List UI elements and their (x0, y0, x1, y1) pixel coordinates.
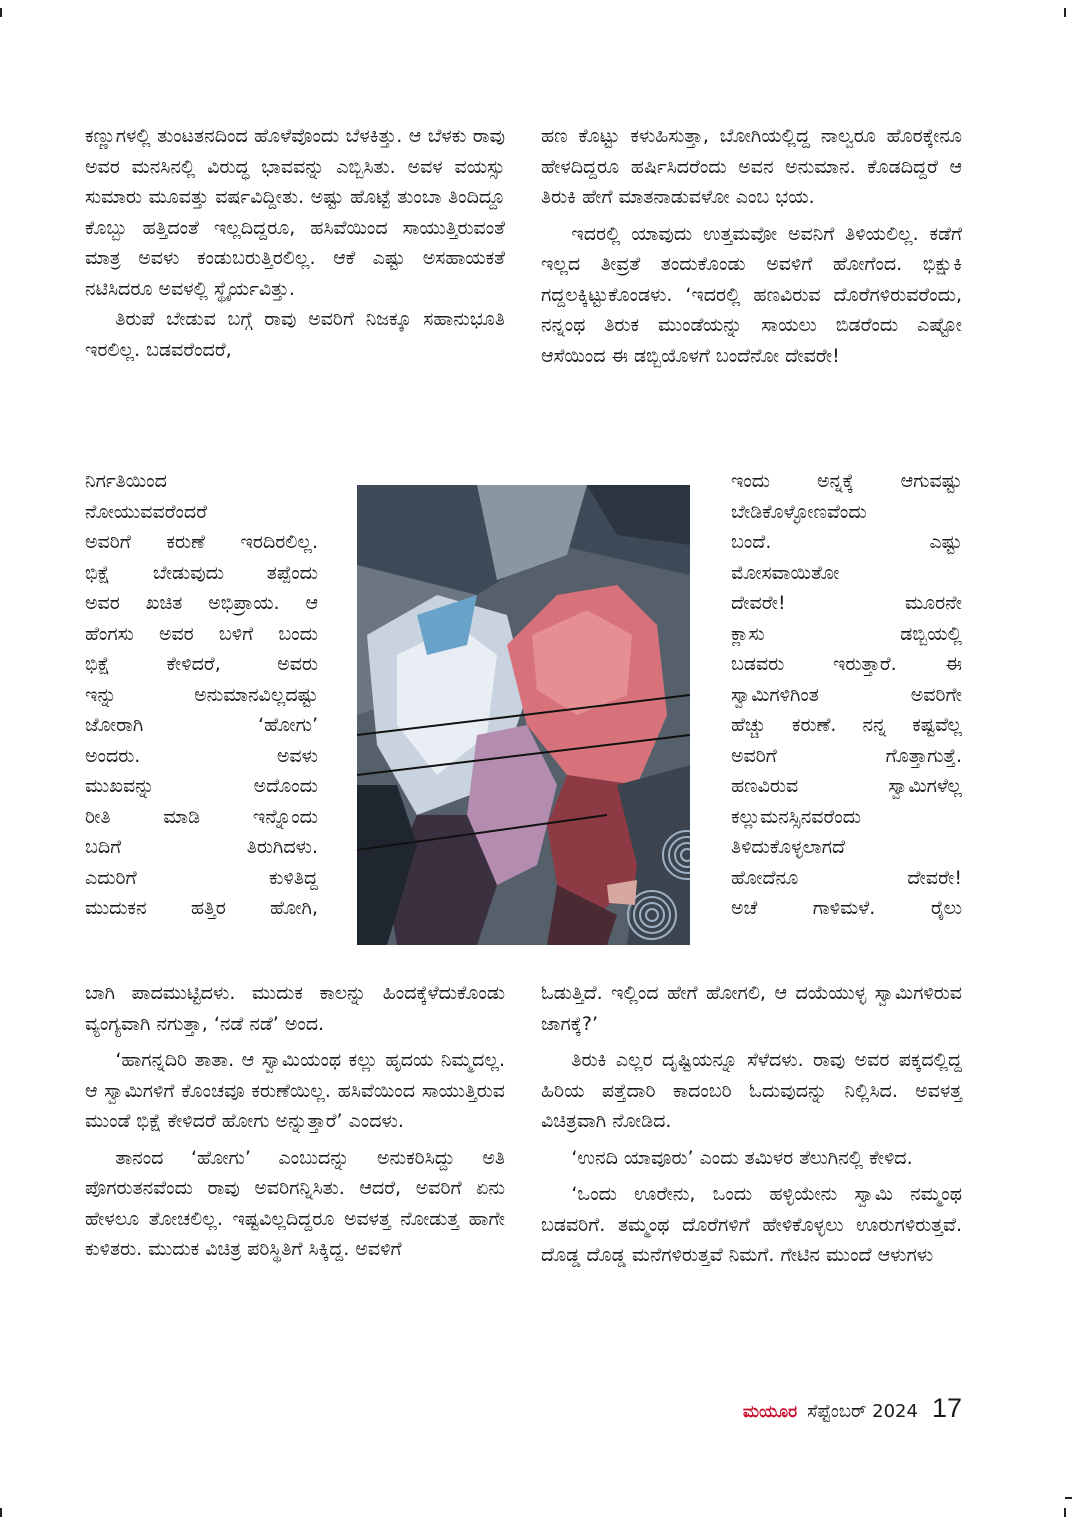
page-number: 17 (931, 1393, 962, 1423)
issue-date: ಸೆಪ್ಟೆಂಬರ್ 2024 (807, 1401, 918, 1422)
crop-mark (1064, 8, 1066, 17)
paragraph: ‘ಒಂದು ಊರೇನು, ಒಂದು ಹಳ್ಳಿಯೇನು ಸ್ವಾಮಿ ನಮ್ಮಂಥ ಬಡವರಿಗೆ. ತಮ್ಮಂಥ ದೊರೆಗಳಿಗೆ ಹೇಳಿಕೊಳ್ಳಲು ಊರುಗಳಿರುತ್ತವೆ. ದೊಡ್ಡ ದೊಡ್ಡ ಮನೆಗಳಿರುತ್ತವೆ ನಿಮಗೆ. ಗೇಟಿನ ಮುಂದೆ ಆಳುಗಳು (541, 1183, 962, 1266)
crop-mark (1064, 1508, 1066, 1517)
text-line: ಬಡವರು ಇರುತ್ತಾರೆ. ಈ (731, 653, 962, 675)
text-line: ಕ್ಲಾಸು ಡಬ್ಬಿಯಲ್ಲಿ (731, 622, 962, 645)
text-line: ಹೋದೆನೂ ದೇವರೇ! (731, 866, 962, 889)
right-column-wrap (731, 466, 962, 924)
left-column-wrap (85, 466, 318, 924)
left-column-top (85, 121, 505, 365)
text-line: ಮುಖವನ್ನು ಅದೊಂದು (85, 775, 318, 797)
page-footer (743, 1393, 962, 1424)
text-line: ಮುದುಕನ ಹತ್ತಿರ ಹೋಗಿ, (85, 897, 318, 919)
left-column-bottom (85, 978, 505, 1265)
text-line: ನಿರ್ಗತಿಯಿಂದ (85, 470, 167, 492)
crop-mark (0, 1508, 2, 1517)
text-line: ನೋಯುವವರೆಂದರೆ (85, 500, 208, 523)
text-line: ಹೆಂಗಸು ಅವರ ಬಳಿಗೆ ಬಂದು (85, 622, 318, 645)
paragraph: ತಿರುಪೆ ಬೇಡುವ ಬಗ್ಗೆ ರಾವು ಅವರಿಗೆ ನಿಜಕ್ಕೂ ಸಹಾನುಭೂತಿ ಇರಲಿಲ್ಲ. ಬಡವರೆಂದರೆ, (85, 308, 505, 361)
paragraph: ಓಡುತ್ತಿದೆ. ಇಲ್ಲಿಂದ ಹೇಗೆ ಹೋಗಲಿ, ಆ ದಯೆಯುಳ್ಳ ಸ್ವಾಮಿಗಳಿರುವ ಜಾಗಕ್ಕೆ?’ (541, 982, 962, 1035)
text-line: ಜೋರಾಗಿ ‘ಹೋಗು’ (85, 714, 318, 736)
text-line: ಬದಿಗೆ ತಿರುಗಿದಳು. (85, 836, 318, 858)
text-line: ಅವರಿಗೆ ಗೊತ್ತಾಗುತ್ತೆ. (731, 744, 962, 767)
magazine-logo: ಮಯೂರ (742, 1402, 798, 1422)
text-line: ದೇವರೇ! ಮೂರನೇ (731, 592, 962, 614)
paragraph: ‘ಉನದಿ ಯಾವೂರು’ ಎಂದು ತಮಿಳರ ತೆಲುಗಿನಲ್ಲಿ ಕೇಳಿದ. (571, 1146, 913, 1169)
paragraph: ಹಣ ಕೊಟ್ಟು ಕಳುಹಿಸುತ್ತಾ, ಬೋಗಿಯಲ್ಲಿದ್ದ ನಾಲ್ವರೂ ಹೊರಕ್ಕೇನೂ ಹೇಳದಿದ್ದರೂ ಹರ್ಷಿಸಿದರೆಂದು ಅವನ ಅನುಮಾನ. ಕೊಡದಿದ್ದರೆ ಆ ತಿರುಕಿ ಹೇಗೆ ಮಾತನಾಡುವಳೋ ಎಂಬ ಭಯ. (541, 125, 962, 208)
text-line: ಭಿಕ್ಷೆ ಬೇಡುವುದು ತಪ್ಪೆಂದು (85, 561, 318, 584)
paragraph: ತಾನಂದ ‘ಹೋಗು’ ಎಂಬುದನ್ನು ಅನುಕರಿಸಿದ್ದು ಅತಿ ಪೊಗರುತನವೆಂದು ರಾವು ಅವರಿಗನ್ನಿಸಿತು. ಆದರೆ, ಅವರಿಗೆ ಏನು ಹೇಳಲೂ ತೋಚಲಿಲ್ಲ. ಇಷ್ಟವಿಲ್ಲದಿದ್ದರೂ ಅವಳತ್ತ ನೋಡುತ್ತ ಹಾಗೇ ಕುಳಿತರು. ಮುದುಕ ವಿಚಿತ್ರ ಪರಿಸ್ಥಿತಿಗೆ ಸಿಕ್ಕಿದ್ದ. ಅವಳಿಗೆ (85, 1146, 505, 1260)
text-line: ಅವರಿಗೆ ಕರುಣೆ ಇರದಿರಲಿಲ್ಲ. (85, 531, 318, 553)
text-line: ತಿಳಿದುಕೊಳ್ಳಲಾಗದೆ (731, 836, 846, 858)
text-line: ಬೇಡಿಕೊಳ್ಳೋಣವೆಂದು (731, 500, 867, 523)
paragraph: ಕಣ್ಣುಗಳಲ್ಲಿ ತುಂಟತನದಿಂದ ಹೊಳೆವೊಂದು ಬೆಳಕಿತ್ತು. ಆ ಬೆಳಕು ರಾವು ಅವರ ಮನಸಿನಲ್ಲಿ ವಿರುದ್ಧ ಭಾವವನ್ನು ಎಬ್ಬಿಸಿತು. ಅವಳ ವಯಸ್ಸು ಸುಮಾರು ಮೂವತ್ತು ವರ್ಷವಿದ್ದೀತು. ಅಷ್ಟು ಹೊಟ್ಟೆ ತುಂಬಾ ತಿಂದಿದ್ದೂ ಕೊಬ್ಬು ಹತ್ತಿದಂತೆ ಇಲ್ಲದಿದ್ದರೂ, ಹಸಿವೆಯಿಂದ ಸಾಯುತ್ತಿರುವಂತೆ ಮಾತ್ರ ಅವಳು ಕಂಡುಬರುತ್ತಿರಲಿಲ್ಲ. ಆಕೆ ಎಷ್ಟು ಅಸಹಾಯಕತೆ ನಟಿಸಿದರೂ ಅವಳಲ್ಲಿ ಸ್ಥೈರ್ಯವಿತ್ತು. (85, 125, 505, 300)
paragraph: ‘ಹಾಗನ್ನದಿರಿ ತಾತಾ. ಆ ಸ್ವಾಮಿಯಂಥ ಕಲ್ಲು ಹೃದಯ ನಿಮ್ಮದಲ್ಲ. ಆ ಸ್ವಾಮಿಗಳಿಗೆ ಕೊಂಚವೂ ಕರುಣೆಯಿಲ್ಲ. ಹಸಿವೆಯಿಂದ ಸಾಯುತ್ತಿರುವ ಮುಂಡೆ ಭಿಕ್ಷೆ ಕೇಳಿದರೆ ಹೋಗು ಅನ್ನುತ್ತಾರೆ’ ಎಂದಳು. (85, 1049, 505, 1132)
text-line: ಅಂದರು. ಅವಳು (85, 744, 318, 767)
text-line: ಇಂದು ಅನ್ನಕ್ಕೆ ಆಗುವಷ್ಟು (731, 470, 962, 492)
text-line: ಭಿಕ್ಷೆ ಕೇಳಿದರೆ, ಅವರು (85, 653, 318, 675)
story-illustration (357, 485, 690, 945)
crop-mark (0, 8, 2, 17)
text-line: ಅವರ ಖಚಿತ ಅಭಿಪ್ರಾಯ. ಆ (85, 592, 318, 614)
text-line: ಇನ್ನು ಅನುಮಾನವಿಲ್ಲದಷ್ಟು (85, 683, 318, 706)
crop-mark (1065, 1497, 1072, 1499)
text-line: ರೀತಿ ಮಾಡಿ ಇನ್ನೊಂದು (85, 805, 318, 828)
text-line: ಬಂದೆ. ಎಷ್ಟು (731, 531, 962, 553)
text-line: ಹೆಚ್ಚು ಕರುಣೆ. ನನ್ನ ಕಷ್ಟವೆಲ್ಲ (731, 714, 962, 736)
right-column-top (541, 121, 962, 371)
paragraph: ಬಾಗಿ ಪಾದಮುಟ್ಟಿದಳು. ಮುದುಕ ಕಾಲನ್ನು ಹಿಂದಕ್ಕೆಳೆದುಕೊಂಡು ವ್ಯಂಗ್ಯವಾಗಿ ನಗುತ್ತಾ, ‘ನಡೆ ನಡೆ’ ಅಂದ. (85, 982, 505, 1035)
text-line: ಮೋಸವಾಯಿತೋ (731, 561, 840, 584)
text-line: ಕಲ್ಲುಮನಸ್ಸಿನವರೆಂದು (731, 805, 862, 828)
text-line: ಅಚೆ ಗಾಳಿಮಳೆ. ರೈಲು (731, 897, 962, 919)
text-line: ಎದುರಿಗೆ ಕುಳಿತಿದ್ದ (85, 866, 318, 889)
paragraph: ಇದರಲ್ಲಿ ಯಾವುದು ಉತ್ತಮವೋ ಅವನಿಗೆ ತಿಳಿಯಲಿಲ್ಲ. ಕಡೆಗೆ ಇಲ್ಲದ ತೀವ್ರತೆ ತಂದುಕೊಂಡು ಅವಳಿಗೆ ಹೋಗೆಂದ. ಭಿಕ್ಷುಕಿ ಗದ್ದಲಕ್ಕಿಟ್ಟುಕೊಂಡಳು. ‘ಇದರಲ್ಲಿ ಹಣವಿರುವ ದೊರೆಗಳಿರುವರೆಂದು, ನನ್ನಂಥ ತಿರುಕ ಮುಂಡೆಯನ್ನು ಸಾಯಲು ಬಿಡರೆಂದು ಎಷ್ಟೋ ಆಸೆಯಿಂದ ಈ ಡಬ್ಬಿಯೊಳಗೆ ಬಂದೆನೋ ದೇವರೇ! (541, 222, 962, 367)
text-line: ಹಣವಿರುವ ಸ್ವಾಮಿಗಳೆಲ್ಲ (731, 775, 962, 797)
text-line: ಸ್ವಾಮಿಗಳಿಗಿಂತ ಅವರಿಗೇ (731, 683, 962, 706)
right-column-bottom (541, 978, 962, 1271)
paragraph: ತಿರುಕಿ ಎಲ್ಲರ ದೃಷ್ಟಿಯನ್ನೂ ಸೆಳೆದಳು. ರಾವು ಅವರ ಪಕ್ಕದಲ್ಲಿದ್ದ ಹಿರಿಯ ಪತ್ತೆದಾರಿ ಕಾದಂಬರಿ ಓದುವುದನ್ನು ನಿಲ್ಲಿಸಿದ. ಅವಳತ್ತ ವಿಚಿತ್ರವಾಗಿ ನೋಡಿದ. (541, 1049, 962, 1132)
